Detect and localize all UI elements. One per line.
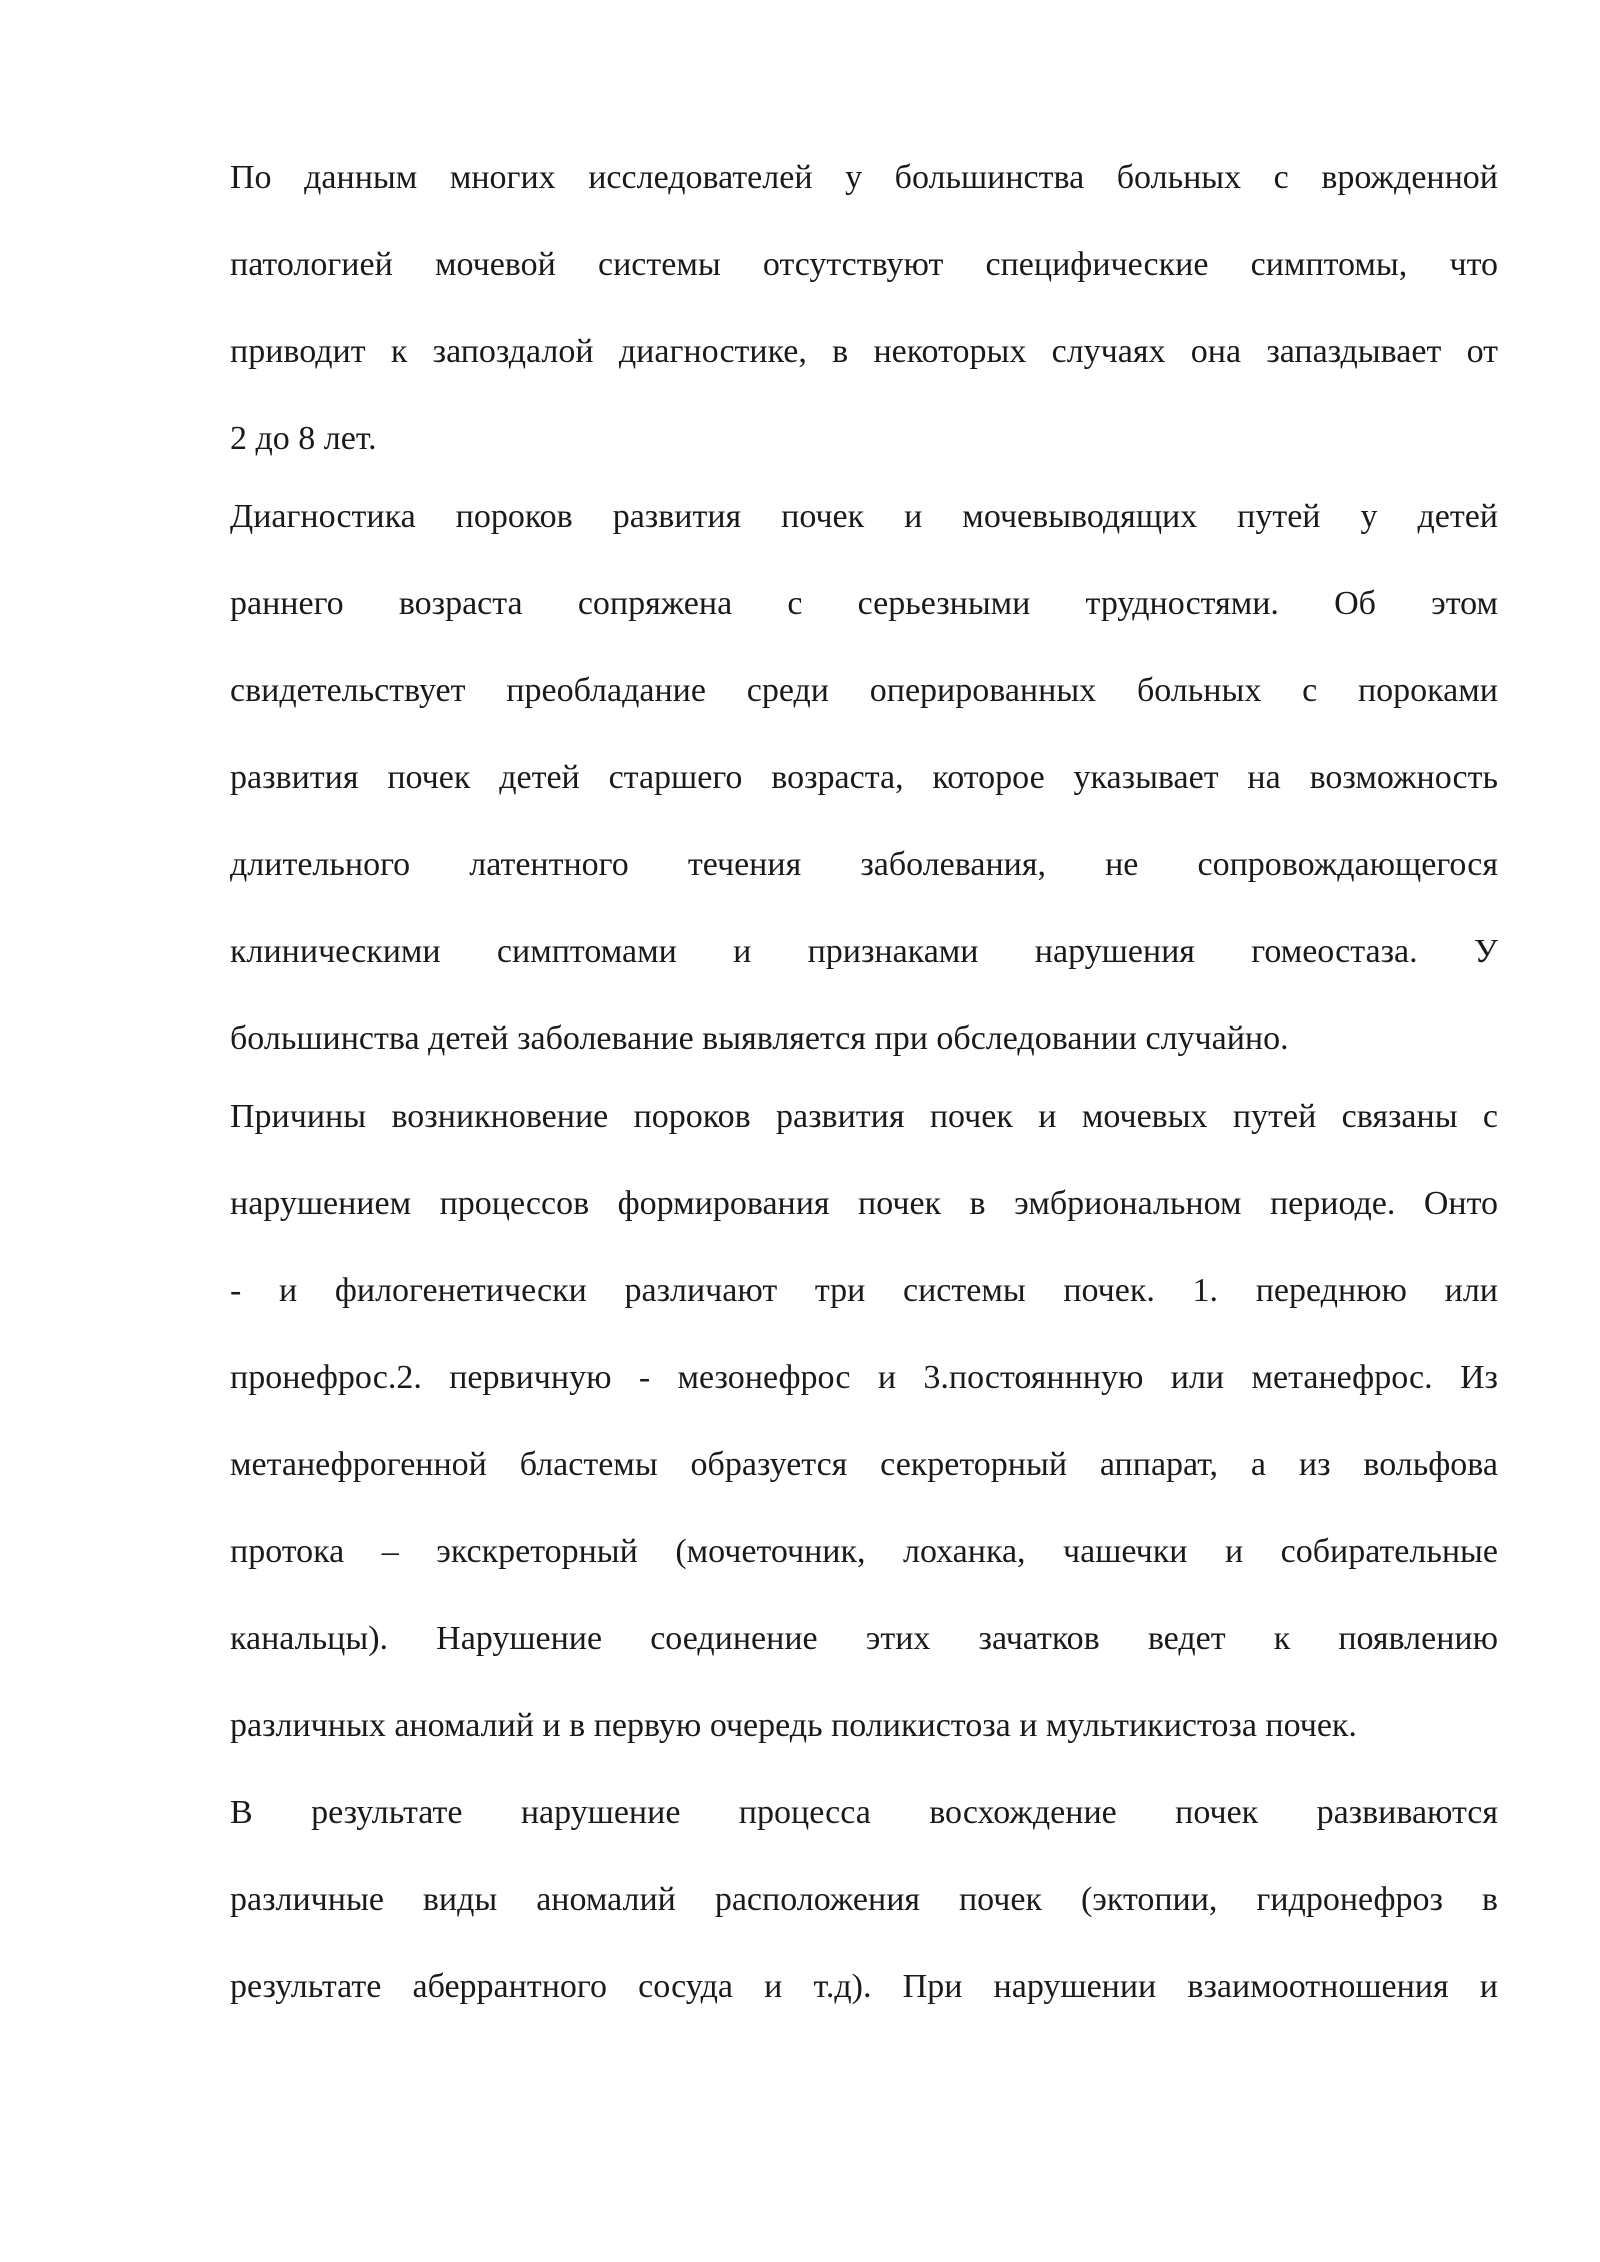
paragraph-3 (230, 1087, 1498, 2017)
text-line: Причины возникновение пороков развития почек и мочевых путей связаны с (230, 1098, 1498, 1135)
text-line: результате аберрантного сосуда и т.д). При нарушении взаимоотношения и (230, 1968, 1498, 2005)
text-line: канальцы). Нарушение соединение этих зачатков ведет к появлению (230, 1620, 1498, 1657)
text-line: приводит к запоздалой диагностике, в некоторых случаях она запаздывает от (230, 333, 1498, 370)
text-line: различных аномалий и в первую очередь поликистоза и мультикистоза почек. (230, 1707, 1357, 1744)
text-line: большинства детей заболевание выявляется при обследовании случайно. (230, 1020, 1289, 1057)
text-line: В результате нарушение процесса восхождение почек развиваются (230, 1794, 1498, 1831)
text-line: 2 до 8 лет. (230, 420, 377, 457)
text-line: патологией мочевой системы отсутствуют специфические симптомы, что (230, 246, 1498, 283)
text-line: - и филогенетически различают три системы почек. 1. переднюю или (230, 1272, 1498, 1309)
text-line: раннего возраста сопряжена с серьезными трудностями. Об этом (230, 585, 1498, 622)
paragraph-2 (230, 487, 1498, 1069)
text-line: длительного латентного течения заболевания, не сопровождающегося (230, 846, 1498, 883)
text-line: свидетельствует преобладание среди оперированных больных с пороками (230, 672, 1498, 709)
text-line: развития почек детей старшего возраста, которое указывает на возможность (230, 759, 1498, 796)
text-line: различные виды аномалий расположения почек (эктопии, гидронефроз в (230, 1881, 1498, 1918)
text-line: Диагностика пороков развития почек и мочевыводящих путей у детей (230, 498, 1498, 535)
paragraph-1 (230, 148, 1498, 469)
text-line: клиническими симптомами и признаками нарушения гомеостаза. У (230, 933, 1498, 970)
text-line: нарушением процессов формирования почек в эмбриональном периоде. Онто (230, 1185, 1498, 1222)
text-line: пронефрос.2. первичную - мезонефрос и 3.постояннную или метанефрос. Из (230, 1359, 1498, 1396)
text-line: метанефрогенной бластемы образуется секреторный аппарат, а из вольфова (230, 1446, 1498, 1483)
document-page (230, 148, 1498, 2035)
text-line: По данным многих исследователей у большинства больных с врожденной (230, 159, 1498, 196)
text-line: протока – экскреторный (мочеточник, лоханка, чашечки и собирательные (230, 1533, 1498, 1570)
